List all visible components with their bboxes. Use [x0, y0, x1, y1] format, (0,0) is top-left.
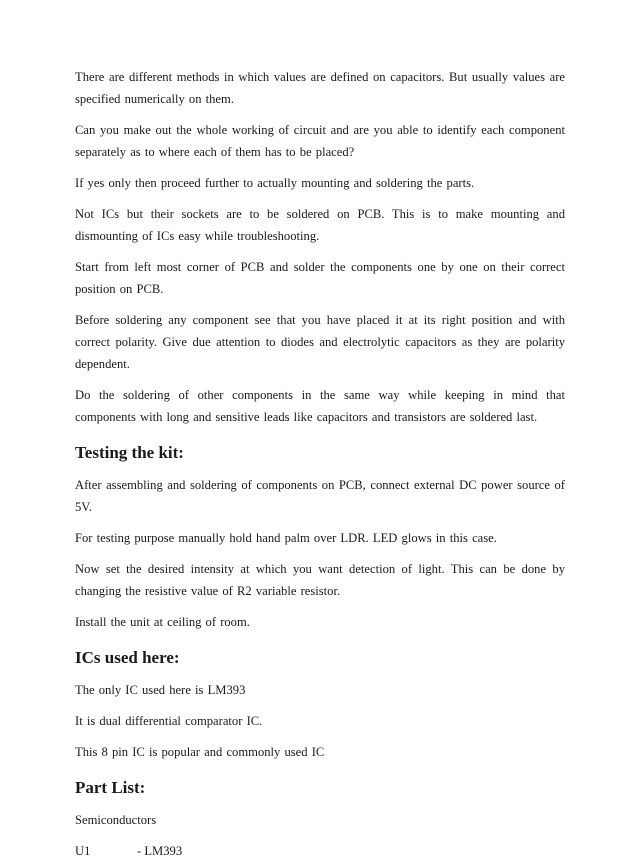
heading-part-list: Part List:: [75, 778, 146, 797]
part-ref: U1: [75, 844, 91, 858]
paragraph-solder-last: Do the soldering of other components in the same way while keeping in mind that components with long and sensitive leads like capacitors and transistors are soldered last.: [75, 388, 565, 424]
heading-testing: Testing the kit:: [75, 443, 184, 462]
paragraph-install: Install the unit at ceiling of room.: [75, 615, 250, 629]
part-row: [75, 840, 565, 862]
paragraph-intensity: Now set the desired intensity at which you want detection of light. This can be done by changing the resistive value of R2 variable resistor.: [75, 562, 565, 598]
part-category-semiconductors: Semiconductors: [75, 813, 157, 827]
paragraph-8pin: This 8 pin IC is popular and commonly used IC: [75, 745, 325, 759]
paragraph-start-left: Start from left most corner of PCB and solder the components one by one on their correct position on PCB.: [75, 260, 565, 296]
heading-ics: ICs used here:: [75, 648, 180, 667]
document-page: [75, 66, 565, 862]
paragraph-capacitor-values: There are different methods in which values are defined on capacitors. But usually values are specified numerically on them.: [75, 70, 565, 106]
paragraph-identify-components: Can you make out the whole working of circuit and are you able to identify each component separately as to where each of them has to be placed?: [75, 123, 565, 159]
paragraph-ldr-test: For testing purpose manually hold hand palm over LDR. LED glows in this case.: [75, 531, 497, 545]
paragraph-only-ic: The only IC used here is LM393: [75, 683, 246, 697]
paragraph-power-source: After assembling and soldering of components on PCB, connect external DC power source of 5V.: [75, 478, 565, 514]
part-value: - LM393: [137, 844, 183, 858]
paragraph-polarity: Before soldering any component see that you have placed it at its right position and with correct polarity. Give due attention to diodes and electrolytic capacitors as they are polarity dependent.: [75, 313, 565, 371]
paragraph-proceed: If yes only then proceed further to actually mounting and soldering the parts.: [75, 176, 475, 190]
paragraph-sockets: Not ICs but their sockets are to be soldered on PCB. This is to make mounting and dismounting of ICs easy while troubleshooting.: [75, 207, 565, 243]
paragraph-comparator: It is dual differential comparator IC.: [75, 714, 263, 728]
